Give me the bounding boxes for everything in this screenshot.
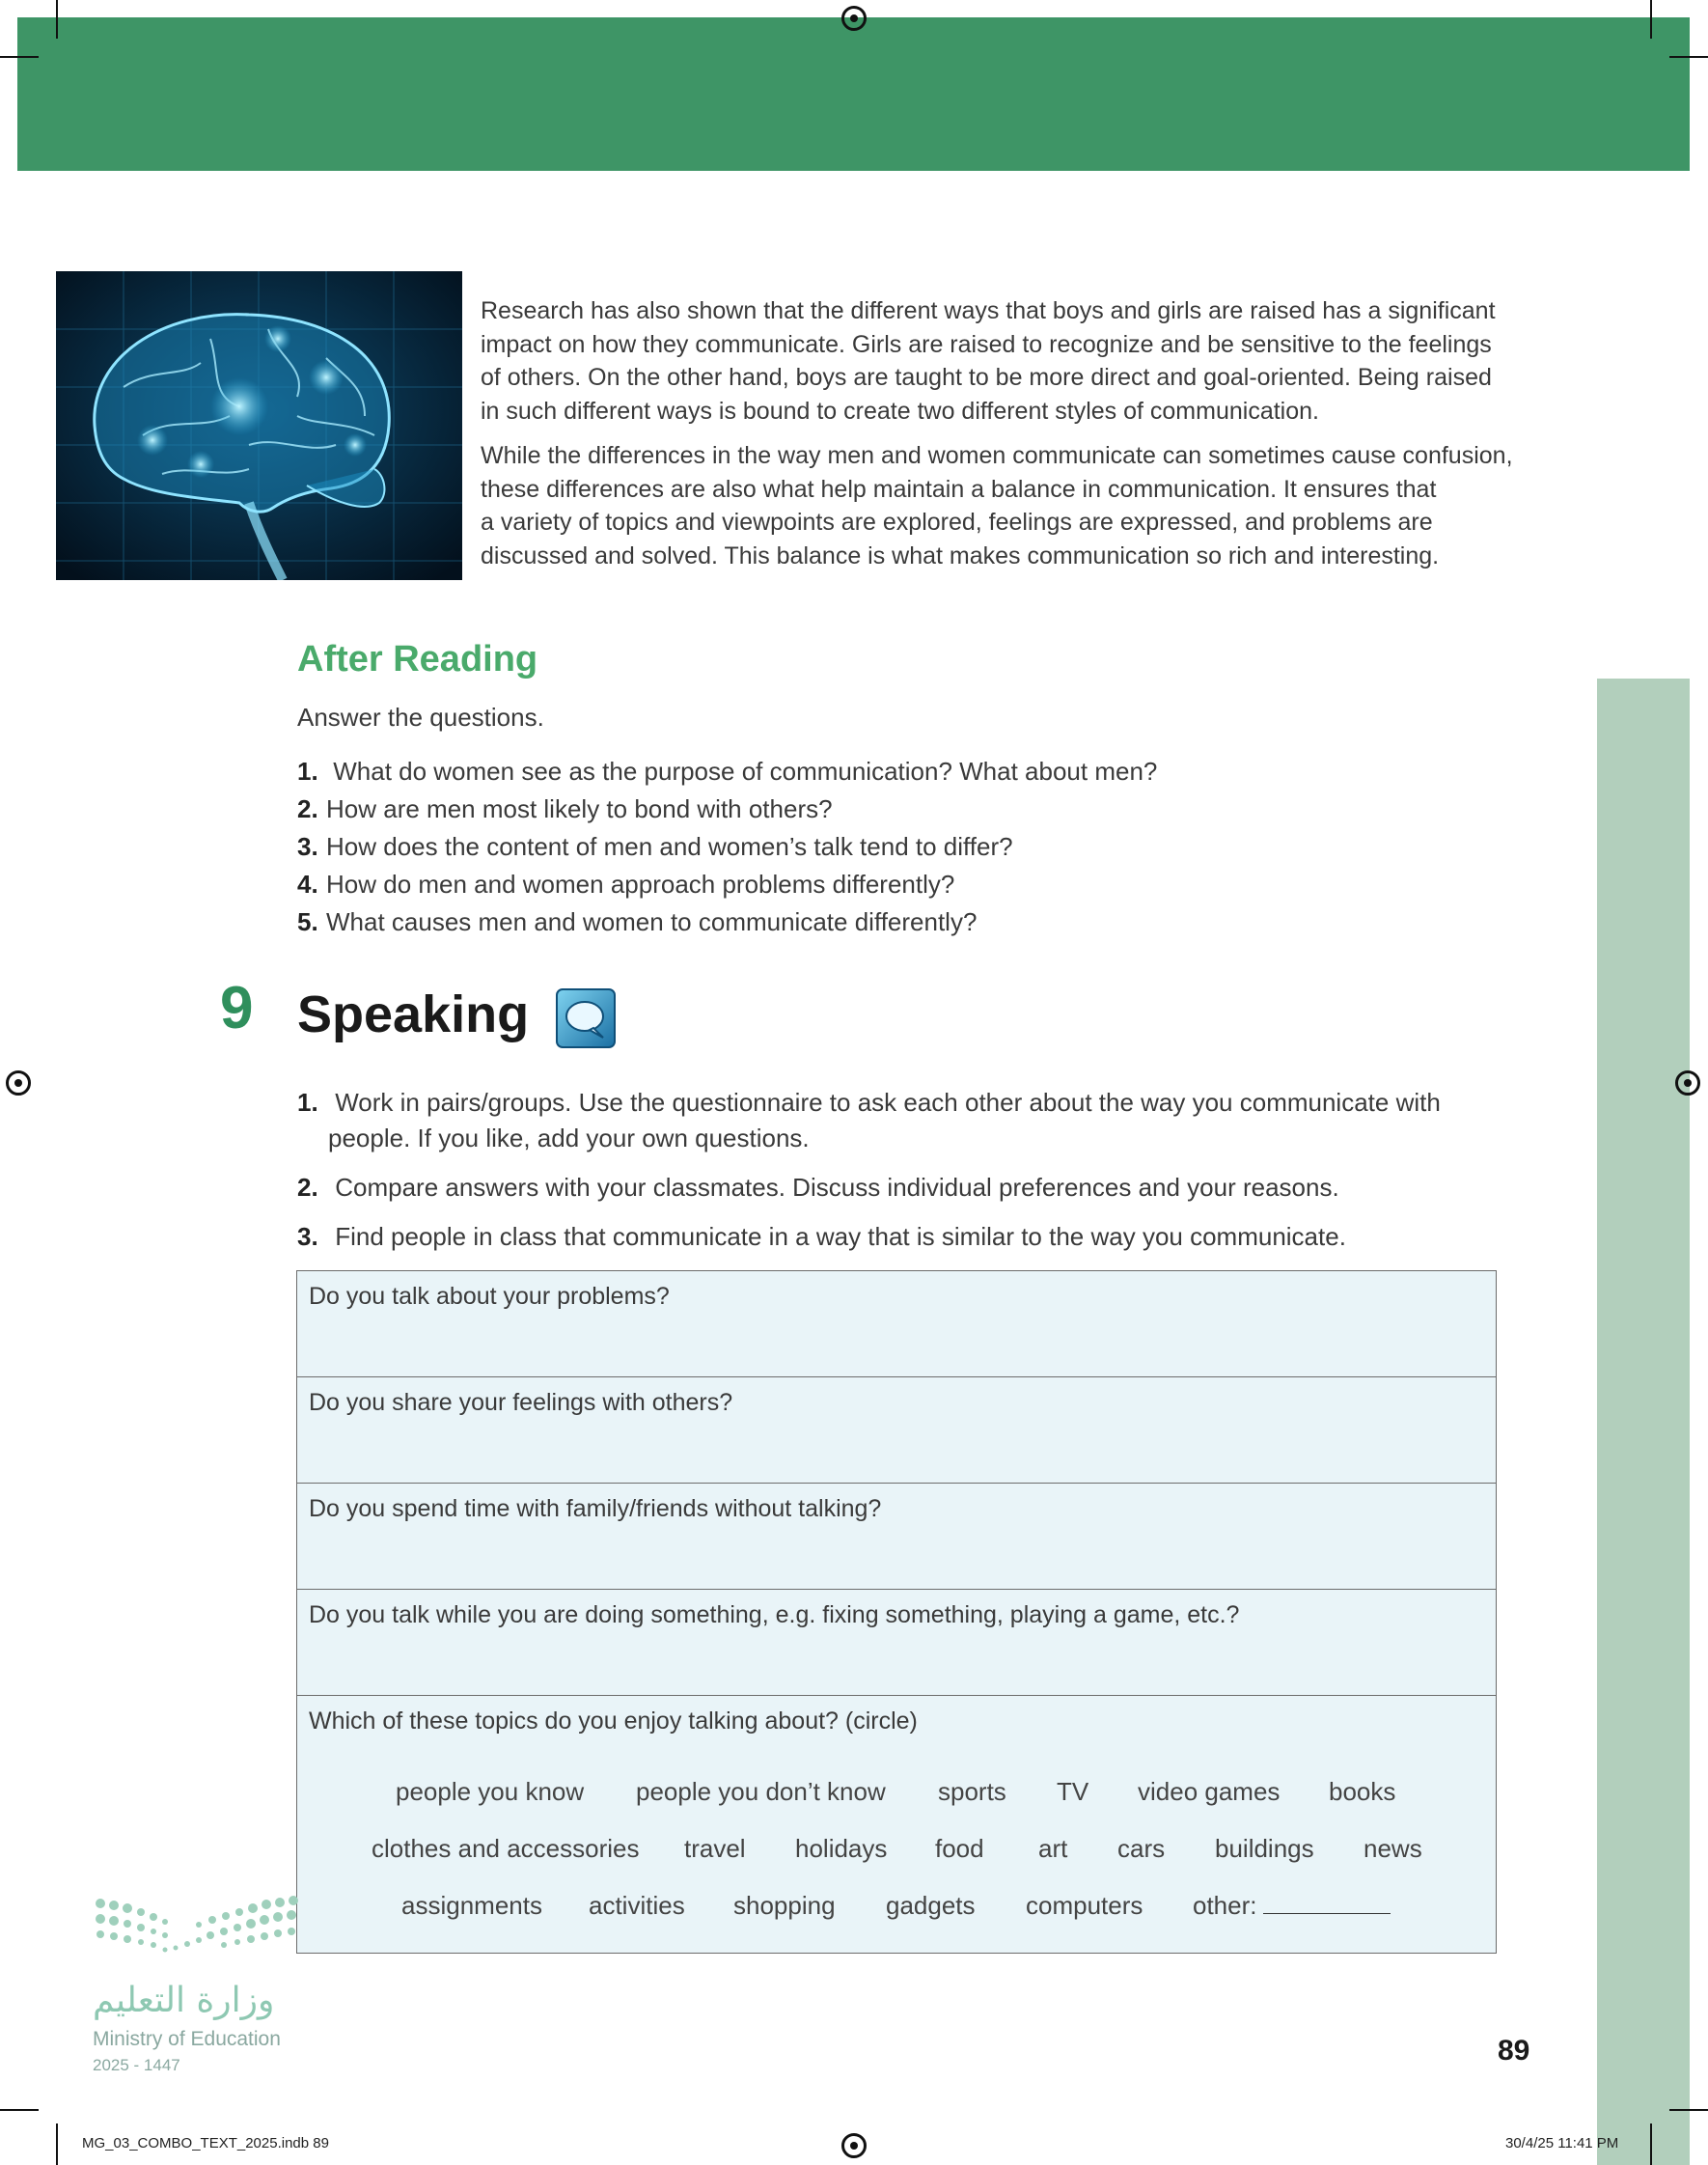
topic-option[interactable]: computers	[1026, 1891, 1143, 1920]
topic-option[interactable]: news	[1364, 1834, 1422, 1863]
section-number: 9	[220, 975, 254, 1041]
topic-option[interactable]: holidays	[795, 1834, 888, 1863]
topic-option[interactable]: people you don’t know	[636, 1777, 886, 1806]
question-text: What do women see as the purpose of communication? What about men?	[333, 757, 1158, 786]
task-number: 2.	[297, 1173, 318, 1202]
list-item	[297, 828, 1157, 866]
question-number: 4.	[297, 870, 318, 899]
table-question: Do you talk while you are doing something, e.g. fixing something, playing a game, etc.?	[309, 1601, 1240, 1628]
print-slug-file: MG_03_COMBO_TEXT_2025.indb 89	[82, 2135, 329, 2151]
question-number: 5.	[297, 907, 318, 936]
reading-line: discussed and solved. This balance is what makes communication so rich and interesting.	[481, 541, 1440, 569]
task-number: 1.	[297, 1088, 318, 1117]
table-question: Do you spend time with family/friends without talking?	[309, 1495, 882, 1522]
ministry-name-arabic: وزارة التعليم	[93, 1981, 275, 2020]
crop-mark	[0, 2109, 39, 2111]
list-item	[297, 791, 1157, 828]
topic-option[interactable]: activities	[589, 1891, 685, 1920]
question-text: What causes men and women to communicate differently?	[326, 907, 978, 936]
speaking-task	[297, 1170, 1503, 1206]
task-text: Find people in class that communicate in a way that is similar to the way you communicate.	[335, 1222, 1346, 1251]
question-list	[297, 753, 1157, 941]
topic-option[interactable]: people you know	[396, 1777, 585, 1806]
topic-option[interactable]: clothes and accessories	[372, 1834, 640, 1863]
question-number: 3.	[297, 832, 318, 861]
question-text: How does the content of men and women’s talk tend to differ?	[326, 832, 1013, 861]
header-band	[17, 17, 1690, 171]
topic-option-other[interactable]	[1193, 1891, 1391, 1921]
registration-mark-icon	[841, 6, 867, 31]
ministry-year: 2025 - 1447	[93, 2056, 180, 2074]
topic-option[interactable]: gadgets	[886, 1891, 976, 1920]
crop-mark	[56, 2123, 58, 2165]
table-question: Do you share your feelings with others?	[309, 1389, 733, 1416]
reading-line: these differences are also what help maintain a balance in communication. It ensures that	[481, 475, 1437, 503]
reading-line: of others. On the other hand, boys are taught to be more direct and goal-oriented. Being raised	[481, 364, 1492, 391]
task-text: Compare answers with your classmates. Discuss individual preferences and your reasons.	[335, 1173, 1339, 1202]
table-row[interactable]	[297, 1377, 1496, 1484]
side-band	[1597, 679, 1690, 2165]
task-number: 3.	[297, 1222, 318, 1251]
reading-line: in such different ways is bound to create two different styles of communication.	[481, 397, 1319, 425]
speaking-task	[297, 1219, 1503, 1255]
topic-option[interactable]: travel	[684, 1834, 746, 1863]
topic-option[interactable]: TV	[1057, 1777, 1089, 1806]
table-row[interactable]	[297, 1271, 1496, 1377]
table-row[interactable]	[297, 1484, 1496, 1590]
question-number: 2.	[297, 794, 318, 823]
topic-option[interactable]: video games	[1138, 1777, 1281, 1806]
ministry-name-english: Ministry of Education	[93, 2028, 281, 2050]
registration-mark-icon	[841, 2133, 867, 2158]
list-item	[297, 753, 1157, 791]
question-text: How are men most likely to bond with others?	[326, 794, 833, 823]
page-number: 89	[1498, 2035, 1530, 2067]
topic-option[interactable]: assignments	[401, 1891, 542, 1920]
registration-mark-icon	[6, 1070, 31, 1096]
task-text: people. If you like, add your own questions.	[328, 1124, 810, 1152]
after-reading-heading: After Reading	[297, 639, 538, 680]
list-item	[297, 866, 1157, 903]
task-text: Work in pairs/groups. Use the questionnaire to ask each other about the way you communicate with	[335, 1088, 1441, 1117]
topic-option[interactable]: shopping	[733, 1891, 836, 1920]
topic-option[interactable]: art	[1038, 1834, 1068, 1863]
print-slug-date: 30/4/25 11:41 PM	[1505, 2135, 1619, 2151]
speech-bubble-icon	[555, 987, 617, 1049]
topic-option[interactable]: books	[1329, 1777, 1396, 1806]
crop-mark	[1669, 2109, 1708, 2111]
topic-option[interactable]: sports	[938, 1777, 1006, 1806]
after-reading-instruction: Answer the questions.	[297, 703, 544, 732]
reading-paragraph	[481, 439, 1542, 572]
reading-line: a variety of topics and viewpoints are explored, feelings are expressed, and problems are	[481, 509, 1433, 536]
reading-paragraph	[481, 294, 1542, 428]
questionnaire-table	[296, 1270, 1497, 1954]
speaking-task	[297, 1085, 1503, 1156]
crop-mark	[56, 0, 58, 39]
blank-line[interactable]	[1263, 1892, 1391, 1914]
topics-question: Which of these topics do you enjoy talking about? (circle)	[309, 1707, 918, 1735]
registration-mark-icon	[1675, 1070, 1700, 1096]
question-number: 1.	[297, 757, 318, 786]
question-text: How do men and women approach problems differently?	[326, 870, 955, 899]
crop-mark	[0, 56, 39, 58]
speaking-heading: Speaking	[297, 985, 530, 1043]
topic-option[interactable]: food	[935, 1834, 984, 1863]
reading-line: While the differences in the way men and women communicate can sometimes cause confusion,	[481, 442, 1513, 469]
table-row[interactable]	[297, 1590, 1496, 1696]
brain-image	[56, 271, 462, 580]
table-question: Do you talk about your problems?	[309, 1283, 670, 1310]
topic-label: other:	[1193, 1891, 1257, 1920]
reading-line: impact on how they communicate. Girls are raised to recognize and be sensitive to the feelings	[481, 330, 1492, 358]
list-item	[297, 903, 1157, 941]
crop-mark	[1650, 0, 1652, 39]
topic-option[interactable]: buildings	[1215, 1834, 1314, 1863]
crop-mark	[1669, 56, 1708, 58]
reading-line: Research has also shown that the different ways that boys and girls are raised has a significant	[481, 297, 1496, 324]
topic-option[interactable]: cars	[1117, 1834, 1166, 1863]
crop-mark	[1650, 2123, 1652, 2165]
